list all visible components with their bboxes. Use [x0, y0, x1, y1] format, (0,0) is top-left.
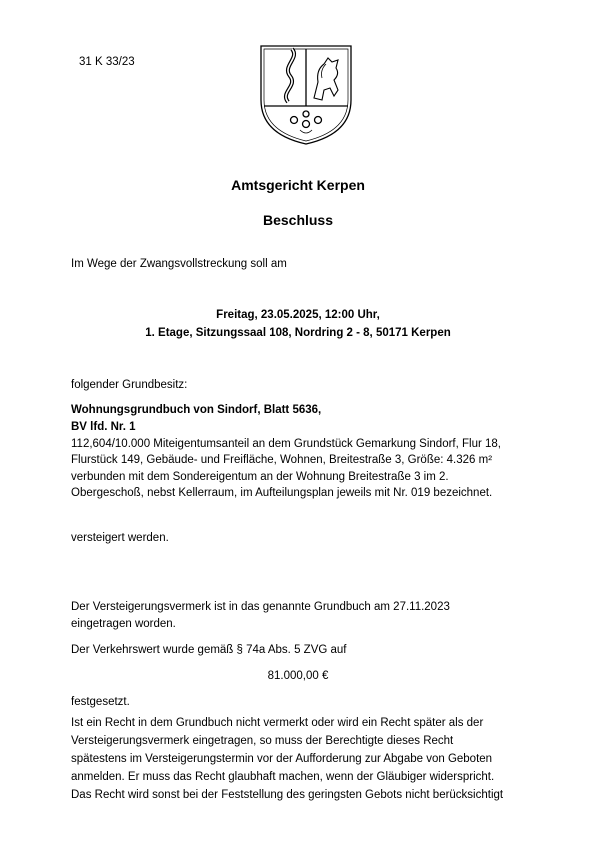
document-type: Beschluss — [262, 212, 334, 228]
court-name: Amtsgericht Kerpen — [231, 177, 365, 193]
property-bv: BV lfd. Nr. 1 — [71, 421, 136, 433]
property-intro: folgender Grundbesitz: — [71, 379, 188, 391]
intro-text: Im Wege der Zwangsvollstreckung soll am — [71, 258, 287, 270]
rights-line: Versteigerungsvermerk eingetragen, so muss der Berechtigte dieses Recht — [71, 735, 454, 747]
market-value: 81.000,00 € — [267, 670, 329, 682]
property-description — [71, 419, 531, 502]
appointment-date: Freitag, 23.05.2025, 12:00 Uhr, — [216, 309, 380, 321]
rights-line: spätestens im Versteigerungstermin vor der Aufforderung zur Abgabe von Geboten — [71, 753, 493, 765]
value-intro: Der Verkehrswert wurde gemäß § 74a Abs. 5 ZVG auf — [71, 644, 347, 656]
value-outro: festgesetzt. — [71, 696, 130, 708]
property-line: Obergeschoß, nebst Kellerraum, im Aufteilungsplan jeweils mit Nr. 019 bezeichnet. — [71, 487, 493, 499]
case-number: 31 K 33/23 — [79, 56, 135, 68]
property-outro: versteigert werden. — [71, 532, 169, 544]
rights-line: Das Recht wird sonst bei der Feststellung des geringsten Gebots nicht berücksichtigt — [71, 789, 504, 801]
property-line: Flurstück 149, Gebäude- und Freifläche, Wohnen, Breitestraße 3, Größe: 4.326 m² — [71, 454, 493, 466]
appointment-location: 1. Etage, Sitzungssaal 108, Nordring 2 - 8, 50171 Kerpen — [145, 327, 451, 339]
vermerk-line: eingetragen worden. — [71, 617, 176, 630]
coat-of-arms-icon — [256, 40, 356, 148]
rights-paragraph — [71, 714, 531, 804]
vermerk-paragraph — [71, 599, 531, 632]
property-register: Wohnungsgrundbuch von Sindorf, Blatt 5636, — [71, 404, 322, 416]
rights-line: anmelden. Er muss das Recht glaubhaft machen, wenn der Gläubiger widerspricht. — [71, 771, 495, 783]
vermerk-line: Der Versteigerungsvermerk ist in das genannte Grundbuch am 27.11.2023 — [71, 601, 450, 613]
property-line: 112,604/10.000 Miteigentumsanteil an dem Grundstück Gemarkung Sindorf, Flur 18, — [71, 437, 501, 450]
property-line: verbunden mit dem Sondereigentum an der Wohnung Breitestraße 3 im 2. — [71, 470, 449, 483]
rights-line: Ist ein Recht in dem Grundbuch nicht vermerkt oder wird ein Recht später als der — [71, 717, 484, 729]
